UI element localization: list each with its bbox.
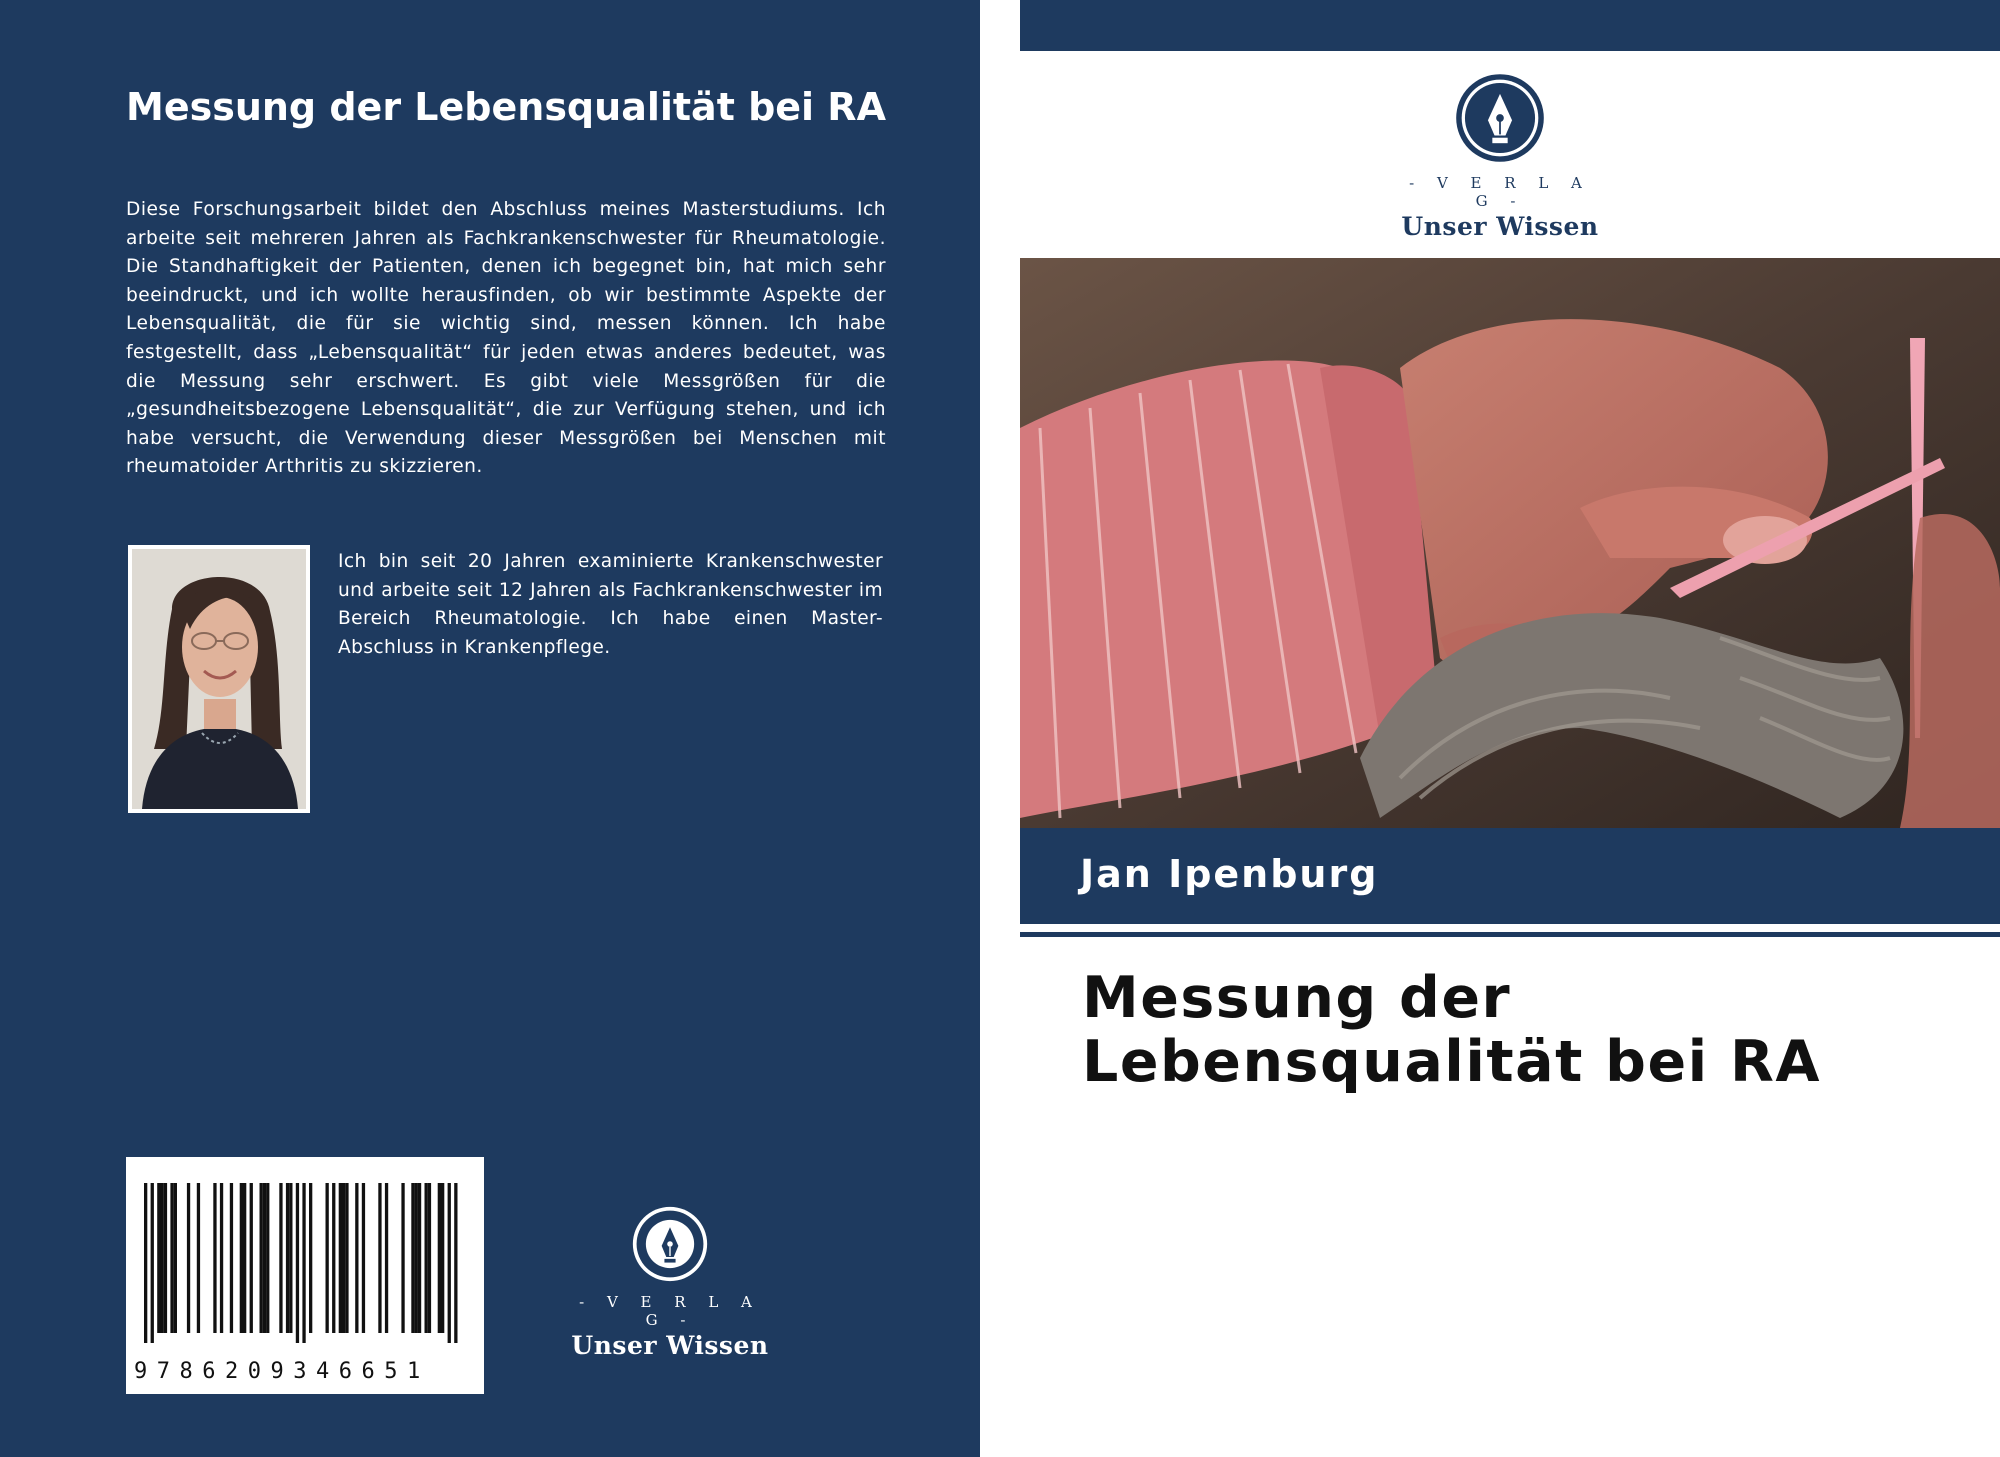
barcode-bar xyxy=(144,1183,147,1343)
barcode-bar xyxy=(170,1183,173,1333)
barcode-bar xyxy=(339,1183,342,1333)
barcode-bar xyxy=(448,1183,451,1343)
cover-photo-knitting-hands xyxy=(1020,258,2000,828)
barcode-bar xyxy=(157,1183,160,1333)
barcode-bar xyxy=(174,1183,177,1333)
logo-name-front: Unser Wissen xyxy=(1401,212,1599,241)
barcode-bar xyxy=(263,1183,266,1333)
front-author-band xyxy=(1020,828,2000,924)
barcode-bars xyxy=(126,1157,484,1357)
barcode-bar xyxy=(289,1183,292,1333)
barcode-bar xyxy=(243,1183,246,1333)
barcode-bar xyxy=(220,1183,223,1333)
barcode-bar xyxy=(213,1183,216,1333)
barcode-bar xyxy=(197,1183,200,1333)
barcode-bar xyxy=(250,1183,253,1333)
barcode-bar xyxy=(362,1183,365,1333)
barcode-bar xyxy=(454,1183,457,1343)
barcode-bar xyxy=(151,1183,154,1343)
barcode-bar xyxy=(230,1183,233,1333)
back-cover xyxy=(0,0,980,1457)
barcode-bar xyxy=(309,1183,312,1333)
barcode-bar xyxy=(279,1183,282,1333)
logo-name-back: Unser Wissen xyxy=(571,1331,769,1360)
barcode-bar xyxy=(441,1183,444,1333)
front-top-band xyxy=(1020,0,2000,51)
front-divider-line xyxy=(1020,932,2000,937)
barcode-bar xyxy=(260,1183,263,1333)
logo-verlag-label-front: - V E R L A G - xyxy=(1409,174,1591,210)
barcode-bar xyxy=(345,1183,348,1333)
barcode-bar xyxy=(286,1183,289,1333)
barcode-bar xyxy=(187,1183,190,1333)
barcode-bar xyxy=(385,1183,388,1333)
logo-verlag-label-back: - V E R L A G - xyxy=(579,1293,761,1329)
barcode-bar xyxy=(302,1183,305,1343)
fountain-pen-nib-seal-icon xyxy=(631,1205,709,1283)
author-bio: Ich bin seit 20 Jahren examinierte Krankenschwester und arbeite seit 12 Jahren als Fachkrankenschwester im Bereich Rheumatologie. Ich habe einen Master-Abschluss in Krankenpflege. xyxy=(338,551,883,658)
barcode-bar xyxy=(240,1183,243,1333)
author-photo xyxy=(128,545,310,813)
barcode-bar xyxy=(415,1183,418,1333)
barcode-bar xyxy=(411,1183,414,1333)
author-portrait-image xyxy=(132,549,306,809)
barcode-bar xyxy=(296,1183,299,1343)
barcode-bar xyxy=(428,1183,431,1333)
fountain-pen-nib-seal-icon xyxy=(1454,72,1546,164)
knitting-hands-image xyxy=(1020,258,2000,828)
barcode-bar xyxy=(332,1183,335,1333)
barcode-bar xyxy=(164,1183,167,1333)
isbn-digits: 9786209346651 xyxy=(134,1359,430,1384)
barcode-bar xyxy=(401,1183,404,1333)
barcode-bar xyxy=(326,1183,329,1333)
barcode-bar xyxy=(161,1183,164,1333)
publisher-logo-back xyxy=(568,1205,772,1360)
barcode-bar xyxy=(342,1183,345,1333)
front-cover-title: Messung der Lebensqualität bei RA xyxy=(1082,965,1822,1095)
barcode-bar xyxy=(355,1183,358,1333)
barcode-bar xyxy=(418,1183,421,1333)
publisher-logo-front xyxy=(1398,72,1602,241)
isbn-barcode xyxy=(126,1157,484,1394)
back-cover-blurb: Diese Forschungsarbeit bildet den Abschluss meines Masterstudiums. Ich arbeite seit mehreren Jahren als Fachkrankenschwester für Rheumatologie. Die Standhaftigkeit der Patienten, denen ich begegnet bin, hat mich sehr beeindruckt, und ich wollte herausfinden, ob wir bestimmte Aspekte der Lebensqualität, die für sie wichtig sind, messen können. Ich habe festgestellt, dass „Lebensqualität“ für jeden etwas anderes bedeutet, was die Messung sehr erschwert. Es gibt viele Messgrößen für die „gesundheitsbezogene Lebensqualität“, die zur Verfügung stehen, und ich habe versucht, die Verwendung dieser Messgrößen bei Menschen mit rheumatoider Arthritis zu skizzieren. xyxy=(126,199,886,478)
front-author-name: Jan Ipenburg xyxy=(1080,852,1379,896)
barcode-bar xyxy=(266,1183,269,1333)
back-cover-title: Messung der Lebensqualität bei RA xyxy=(126,85,886,129)
barcode-bar xyxy=(378,1183,381,1333)
barcode-bar xyxy=(425,1183,428,1333)
barcode-bar xyxy=(438,1183,441,1333)
